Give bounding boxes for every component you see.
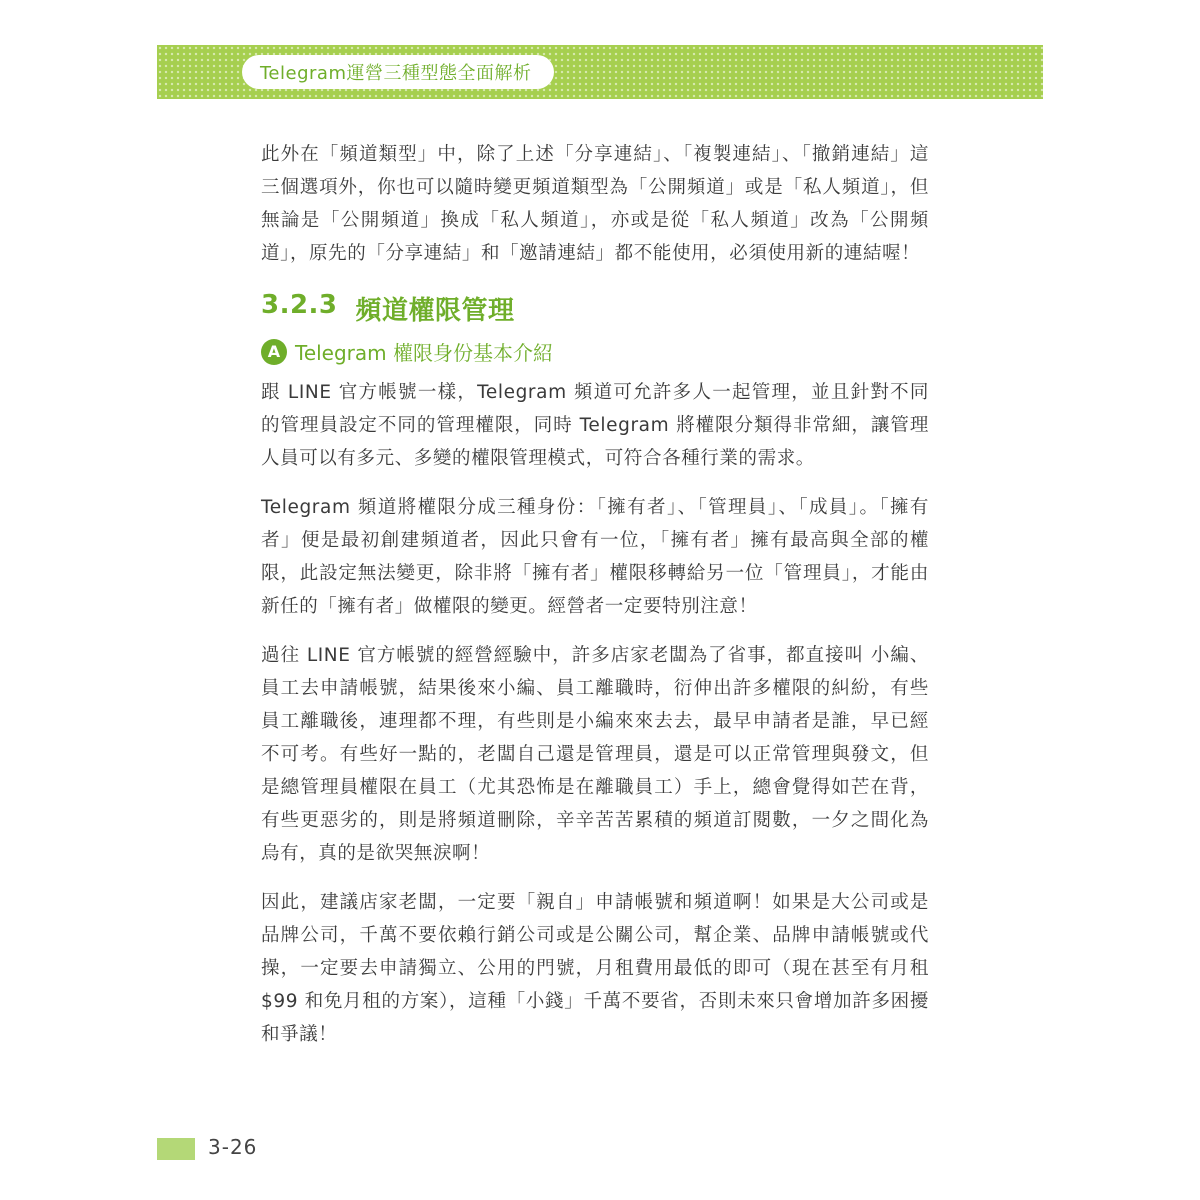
- section-title: 頻道權限管理: [355, 296, 515, 326]
- paragraph: 因此，建議店家老闆，一定要「親自」申請帳號和頻道啊！如果是大公司或是品牌公司，千萬不要依賴行銷公司或是公關公司，幫企業、品牌申請帳號或代操，一定要去申請獨立、公用的門號，月租費用最低的即可（現在甚至有月租 $99 和免月租的方案），這種「小錢」千萬不要省，否則未來只會增加許多困擾和爭議！: [261, 892, 929, 1045]
- page-number: 3-26: [208, 1135, 258, 1159]
- page-content: [261, 138, 929, 1067]
- paragraph: 此外在「頻道類型」中，除了上述「分享連結」、「複製連結」、「撤銷連結」這三個選項外，你也可以隨時變更頻道類型為「公開頻道」或是「私人頻道」，但無論是「公開頻道」換成「私人頻道」，亦或是從「私人頻道」改為「公開頻道」，原先的「分享連結」和「邀請連結」都不能使用，必須使用新的連結喔！: [261, 144, 929, 264]
- subsection-title: Telegram 權限身份基本介紹: [295, 341, 553, 365]
- paragraph: 跟 LINE 官方帳號一樣，Telegram 頻道可允許多人一起管理，並且針對不同的管理員設定不同的管理權限，同時 Telegram 將權限分類得非常細，讓管理人員可以有多元、多變的權限管理模式，可符合各種行業的需求。: [261, 382, 929, 469]
- section-heading: [261, 290, 929, 327]
- chapter-title: Telegram運營三種型態全面解析: [242, 55, 554, 89]
- circle-a-icon: A: [261, 339, 287, 365]
- subsection-heading: [261, 337, 929, 366]
- paragraph: Telegram 頻道將權限分成三種身份：「擁有者」、「管理員」、「成員」。「擁有者」便是最初創建頻道者，因此只會有一位，「擁有者」擁有最高與全部的權限，此設定無法變更，除非將「擁有者」權限移轉給另一位「管理員」，才能由新任的「擁有者」做權限的變更。經營者一定要特別注意！: [261, 497, 929, 617]
- paragraph: 過往 LINE 官方帳號的經營經驗中，許多店家老闆為了省事，都直接叫 小編、員工去申請帳號，結果後來小編、員工離職時，衍伸出許多權限的糾紛，有些員工離職後，連理都不理，有些則是小編來來去去，最早申請者是誰，早已經不可考。有些好一點的，老闆自己還是管理員，還是可以正常管理與發文，但是總管理員權限在員工（尤其恐怖是在離職員工）手上，總會覺得如芒在背，有些更惡劣的，則是將頻道刪除，辛辛苦苦累積的頻道訂閱數，一夕之間化為烏有，真的是欲哭無淚啊！: [261, 645, 929, 864]
- footer-bar: [157, 1138, 195, 1160]
- section-number: 3.2.3: [261, 290, 338, 320]
